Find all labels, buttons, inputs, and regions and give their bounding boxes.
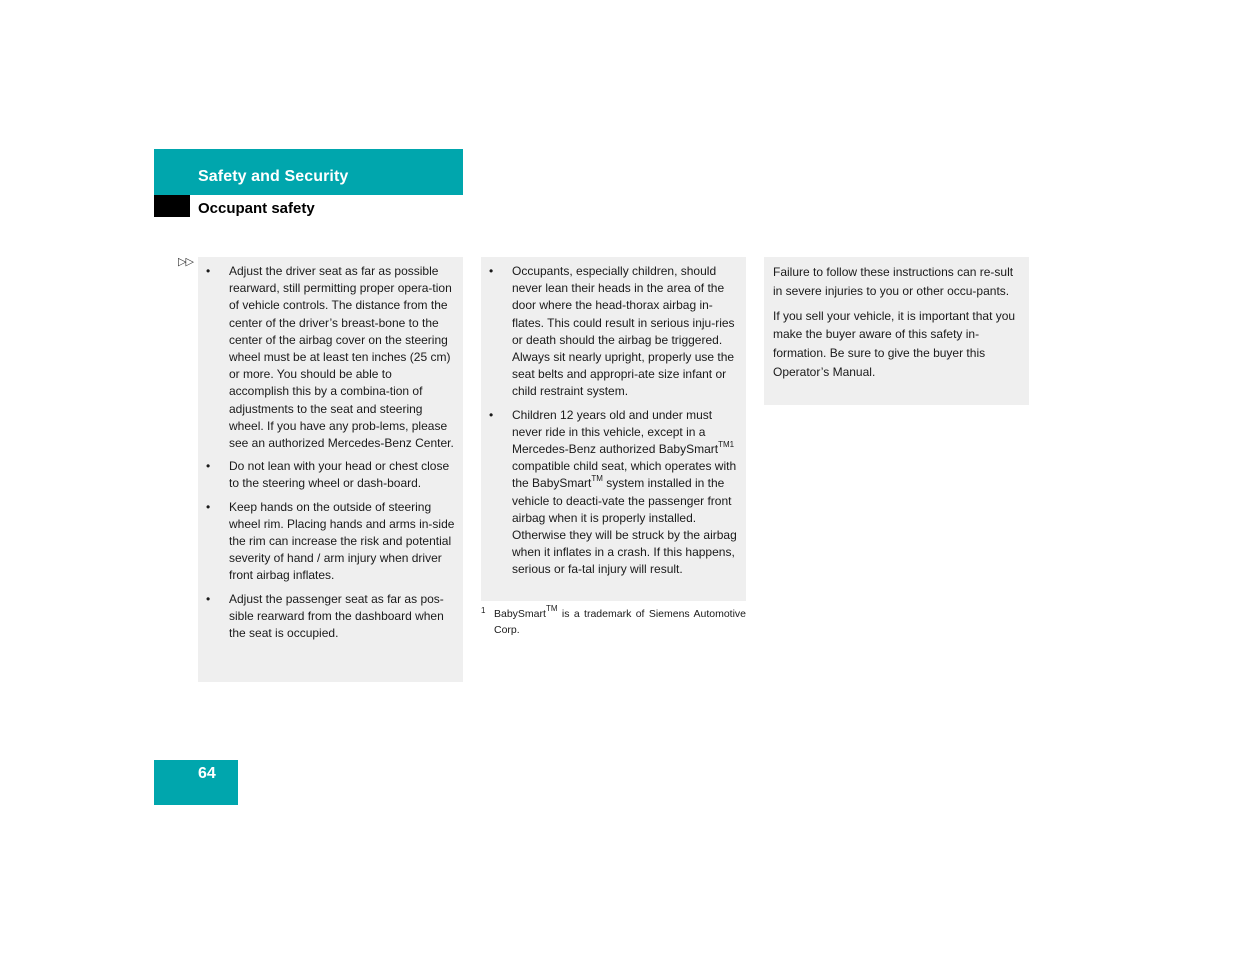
- list-item: [489, 407, 738, 579]
- list-item: [206, 263, 455, 452]
- list-item-text: [512, 408, 737, 577]
- page-number: 64: [198, 765, 216, 782]
- list-item: [489, 263, 738, 401]
- bullet-icon: •: [489, 264, 494, 278]
- bullet-icon: •: [206, 264, 211, 278]
- instructions-panel-middle: [481, 257, 746, 601]
- subsection-title: Occupant safety: [198, 200, 315, 217]
- trademark-sup: TM: [545, 604, 558, 613]
- list-item-text: Do not lean with your head or chest close to the steering wheel or dash-board.: [229, 459, 450, 491]
- footnote: [481, 606, 746, 638]
- subsection-marker-tab: [154, 195, 190, 217]
- list-item-text: Keep hands on the outside of steering wheel rim. Placing hands and arms in-side the rim can increase the risk and potential severity of hand / arm injury when driver front airbag inflates.: [229, 499, 455, 583]
- bullet-icon: •: [206, 591, 211, 606]
- list-item: [206, 499, 455, 585]
- list-item: [206, 591, 455, 643]
- list-item-text: Occupants, especially children, should never lean their heads in the area of the door where the head-thorax airbag in-flates. This could result in serious inju-ries or death should the airbag be triggered. Always sit nearly upright, properly use the seat belts and appropri-ate size infant or child restraint system.: [512, 264, 735, 399]
- bullet-icon: •: [489, 407, 494, 422]
- list-item-text: Adjust the driver seat as far as possible rearward, still permitting proper opera-tion of vehicle controls. The distance from the center of the driver’s breast-bone to the center of the airbag cover on the steering wheel must be at least ten inches (25 cm) or more. You should be able to accomplish this by a combina-tion of adjustments to the seat and steering wheel. If you have any prob-lems, please see an authorized Mercedes-Benz Center.: [229, 264, 454, 451]
- bullet-icon: •: [206, 459, 211, 474]
- section-title: Safety and Security: [198, 168, 349, 185]
- footnote-number: 1: [481, 606, 486, 615]
- page-number-box: [154, 760, 238, 805]
- text-fragment: compatible child seat, which operates with the BabySmart: [512, 459, 737, 491]
- instructions-panel-left: [198, 257, 463, 682]
- footnote-body: is a trademark of Siemens Automotive Corp.: [494, 608, 746, 636]
- warning-panel-right: [764, 257, 1029, 405]
- continued-marker-icon: ▷▷: [178, 256, 193, 268]
- bullet-icon: •: [206, 499, 211, 514]
- trademark-footnote-sup: TM1: [718, 440, 735, 450]
- footnote-text: [481, 606, 746, 638]
- warning-paragraph: If you sell your vehicle, it is important that you make the buyer aware of this safety in-formation. Be sure to give the buyer this Operator’s Manual.: [773, 308, 1016, 379]
- list-item: [206, 458, 455, 492]
- text-fragment: system installed in the vehicle to deacti-vate the passenger front airbag when it is properly installed. Otherwise they will be struck by the airbag when it inflates in a crash. If this happens, serious or fa-tal injury will result.: [512, 476, 737, 577]
- footnote-brand: BabySmart: [494, 608, 546, 620]
- text-fragment: Children 12 years old and under must never ride in this vehicle, except in a Mercedes-Benz authorized BabySmart: [512, 407, 719, 457]
- trademark-sup: TM: [591, 474, 603, 484]
- warning-paragraph: Failure to follow these instructions can re-sult in severe injuries to you or other occu-pants.: [773, 265, 1014, 298]
- list-item-text: Adjust the passenger seat as far as pos-sible rearward from the dashboard when the seat is occupied.: [229, 591, 444, 641]
